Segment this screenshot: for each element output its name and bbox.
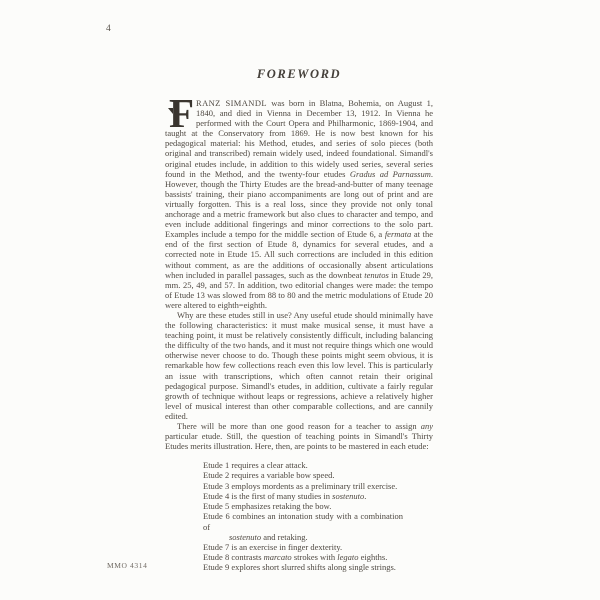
page-number: 4 bbox=[106, 24, 111, 34]
etude-list-item: Etude 6 combines an intonation study with a combination of bbox=[203, 511, 403, 532]
paragraph-1 bbox=[165, 90, 433, 310]
etude-list-item: Etude 4 is the first of many studies in sostenuto. bbox=[203, 490, 367, 501]
etude-list-item: Etude 7 is an exercise in finger dexterity. bbox=[203, 541, 343, 552]
drop-cap: F bbox=[169, 90, 195, 136]
author-name: RANZ SIMANDL bbox=[196, 98, 267, 108]
paragraph-2: Why are these etudes still in use? Any useful etude should minimally have the following characteristics: it must make musical sense, it must have a teaching point, it must be relatively consistently difficult, including balancing the difficulty of the two hands, and it must not require things which one would otherwise never choose to do. Though these points might seem obvious, it is remarkable how few collections reach even this low level. This is particularly an issue with transcriptions, which often cannot retain their original pedagogical purpose. Simandl's etudes, in addition, cultivate a fairly regular growth of technique without leaps or regressions, achieve a relatively higher level of musical interest than other comparable collections, and are cannily edited. bbox=[165, 309, 433, 421]
etude-list-item: Etude 8 contrasts marcato strokes with legato eighths. bbox=[203, 552, 388, 563]
etude-list-item: Etude 5 emphasizes retaking the bow. bbox=[203, 501, 332, 512]
etude-list-item: Etude 1 requires a clear attack. bbox=[203, 460, 308, 471]
paragraph-3: There will be more than one good reason for a teacher to assign any particular etude. Still, the question of teaching points in Simandl's Thirty Etudes merits illustration. Here, then, are points to be mastered in each etude: bbox=[165, 421, 433, 452]
drop-cap-ornament bbox=[168, 108, 173, 114]
etude-list bbox=[165, 460, 433, 572]
catalog-number: MMO 4314 bbox=[107, 561, 148, 570]
page-title: FOREWORD bbox=[256, 67, 342, 81]
etude-list-item: Etude 3 employs mordents as a preliminary trill exercise. bbox=[203, 480, 398, 491]
etude-list-item: Etude 2 requires a variable bow speed. bbox=[203, 470, 335, 481]
foreword-text bbox=[165, 90, 433, 573]
etude-list-item: Etude 9 explores short slurred shifts along single strings. bbox=[203, 562, 396, 573]
etude-list-item-continuation: sostenuto and retaking. bbox=[229, 531, 308, 542]
paragraph-1-body: was born in Blatna, Bohemia, on August 1, 1840, and died in Vienna in December 13, 1912. In Vienna he performed with the Court Opera and Philharmonic, 1869-1904, and taught at the Conservatory from 1869. He is now best known for his pedagogical material: his Method, etudes, and series of solo pieces (both original and transcribed) remain widely used, indeed foundational. Simandl's original etudes include, in addition to this widely used series, several series found in the Method, and the twenty-four etudes Gradus ad Parnassum. However, though the Thirty Etudes are the bread-and-butter of many teenage bassists' training, their piano accompaniments are long out of print and are virtually forgotten. This is a real loss, since they provide not only tonal anchorage and a metric framework but also clues to character and tempo, and even include additional fingerings and minor corrections to the solo part. Examples include a tempo for the middle section of Etude 6, a fermata at the end of the first section of Etude 8, dynamics for several etudes, and a corrected note in Etude 15. All such corrections are included in this edition without comment, as are the additions of occasionally absent articulations when included in parallel passages, such as the downbeat tenutos in Etude 29, mm. 25, 49, and 57. In addition, two editorial changes were made: the tempo of Etude 13 was slowed from 88 to 80 and the metric modulations of Etude 20 were altered to eighth=eighth. bbox=[165, 98, 433, 310]
